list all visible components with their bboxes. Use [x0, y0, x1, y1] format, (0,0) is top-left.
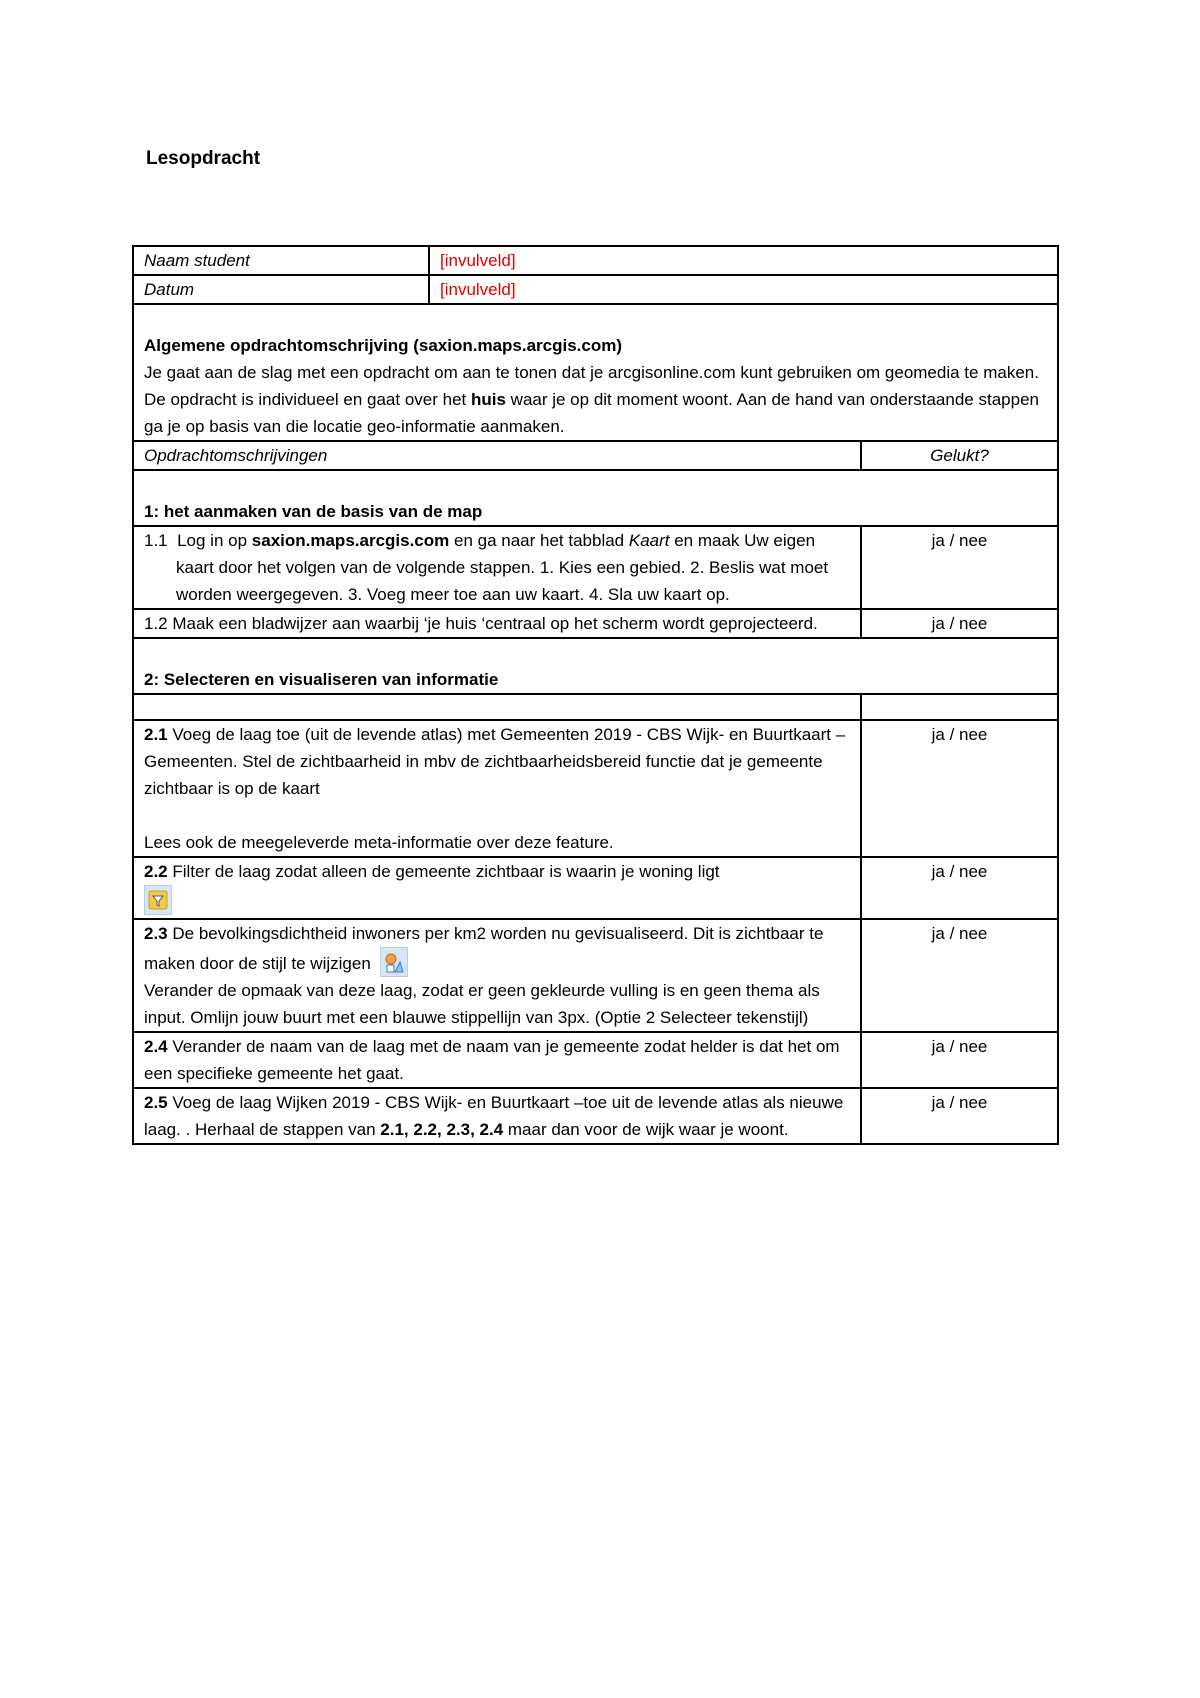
general-heading: Algemene opdrachtomschrijving (saxion.maps.arcgis.com)	[144, 336, 623, 355]
column-header-row	[133, 441, 1058, 470]
empty-cell	[133, 694, 861, 720]
section-2-heading: 2: Selecteren en visualiseren van informatie	[144, 670, 499, 689]
task-2-5-row	[133, 1088, 1058, 1144]
change-style-icon	[380, 947, 408, 977]
general-description	[133, 304, 1058, 441]
assignment-table	[132, 245, 1059, 1145]
task-2-2-text: 2.2 Filter de laag zodat alleen de gemeente zichtbaar is waarin je woning ligt	[133, 857, 861, 919]
task-2-5-text: 2.5 Voeg de laag Wijken 2019 - CBS Wijk- en Buurtkaart –toe uit de levende atlas als nieuwe laag. . Herhaal de stappen van 2.1, 2.2, 2.3, 2.4 maar dan voor de wijk waar je woont.	[133, 1088, 861, 1144]
task-2-2-status[interactable]: ja / nee	[861, 857, 1058, 919]
task-2-1-row	[133, 720, 1058, 857]
student-name-row	[133, 246, 1058, 275]
task-1-2-status[interactable]: ja / nee	[861, 609, 1058, 638]
task-2-5-status[interactable]: ja / nee	[861, 1088, 1058, 1144]
task-2-1-status[interactable]: ja / nee	[861, 720, 1058, 857]
filter-icon	[144, 885, 172, 915]
column-task-header: Opdrachtomschrijvingen	[133, 441, 861, 470]
task-2-4-text: 2.4 Verander de naam van de laag met de naam van je gemeente zodat helder is dat het om een specifieke gemeente het gaat.	[133, 1032, 861, 1088]
task-2-4-row	[133, 1032, 1058, 1088]
task-1-1-status[interactable]: ja / nee	[861, 526, 1058, 609]
section-1-heading: 1: het aanmaken van de basis van de map	[144, 502, 483, 521]
task-1-2-text: 1.2 Maak een bladwijzer aan waarbij ‘je huis ‘centraal op het scherm wordt geprojecteerd.	[133, 609, 861, 638]
section-1-row	[133, 470, 1058, 526]
task-1-2-row	[133, 609, 1058, 638]
task-2-4-status[interactable]: ja / nee	[861, 1032, 1058, 1088]
column-done-header: Gelukt?	[861, 441, 1058, 470]
task-1-1-text: 1.1 Log in op saxion.maps.arcgis.com en ga naar het tabblad Kaart en maak Uw eigen kaart door het volgen van de volgende stappen. 1. Kies een gebied. 2. Beslis wat moet worden weergegeven. 3. Voeg meer toe aan uw kaart. 4. Sla uw kaart op.	[133, 526, 861, 609]
task-2-3-status[interactable]: ja / nee	[861, 919, 1058, 1032]
task-2-2-row	[133, 857, 1058, 919]
document-title: Lesopdracht	[146, 148, 261, 169]
task-2-3-row	[133, 919, 1058, 1032]
student-name-field[interactable]: [invulveld]	[429, 246, 1058, 275]
date-row	[133, 275, 1058, 304]
date-label: Datum	[133, 275, 429, 304]
empty-row	[133, 694, 1058, 720]
section-2-row	[133, 638, 1058, 694]
student-name-label: Naam student	[133, 246, 429, 275]
task-2-1-text: 2.1 Voeg de laag toe (uit de levende atlas) met Gemeenten 2019 - CBS Wijk- en Buurtkaart – Gemeenten. Stel de zichtbaarheid in mbv de zichtbaarheidsbereid functie dat je gemeente zichtbaar is op de kaart Lees ook de meegeleverde meta-informatie over deze feature.	[133, 720, 861, 857]
general-text: Je gaat aan de slag met een opdracht om aan te tonen dat je arcgisonline.com kunt gebruiken om geomedia te maken. De opdracht is individueel en gaat over het huis waar je op dit moment woont. Aan de hand van onderstaande stappen ga je op basis van die locatie geo-informatie aanmaken.	[144, 363, 1039, 436]
task-2-3-text: 2.3 De bevolkingsdichtheid inwoners per km2 worden nu gevisualiseerd. Dit is zichtbaar te maken door de stijl te wijzigen Verander de opmaak van deze laag, zodat er geen gekleurde vulling is en geen thema als input. Omlijn jouw buurt met een blauwe stippellijn van 3px. (Optie 2 Selecteer tekenstijl)	[133, 919, 861, 1032]
date-field[interactable]: [invulveld]	[429, 275, 1058, 304]
task-1-1-row	[133, 526, 1058, 609]
empty-cell	[861, 694, 1058, 720]
general-description-row	[133, 304, 1058, 441]
